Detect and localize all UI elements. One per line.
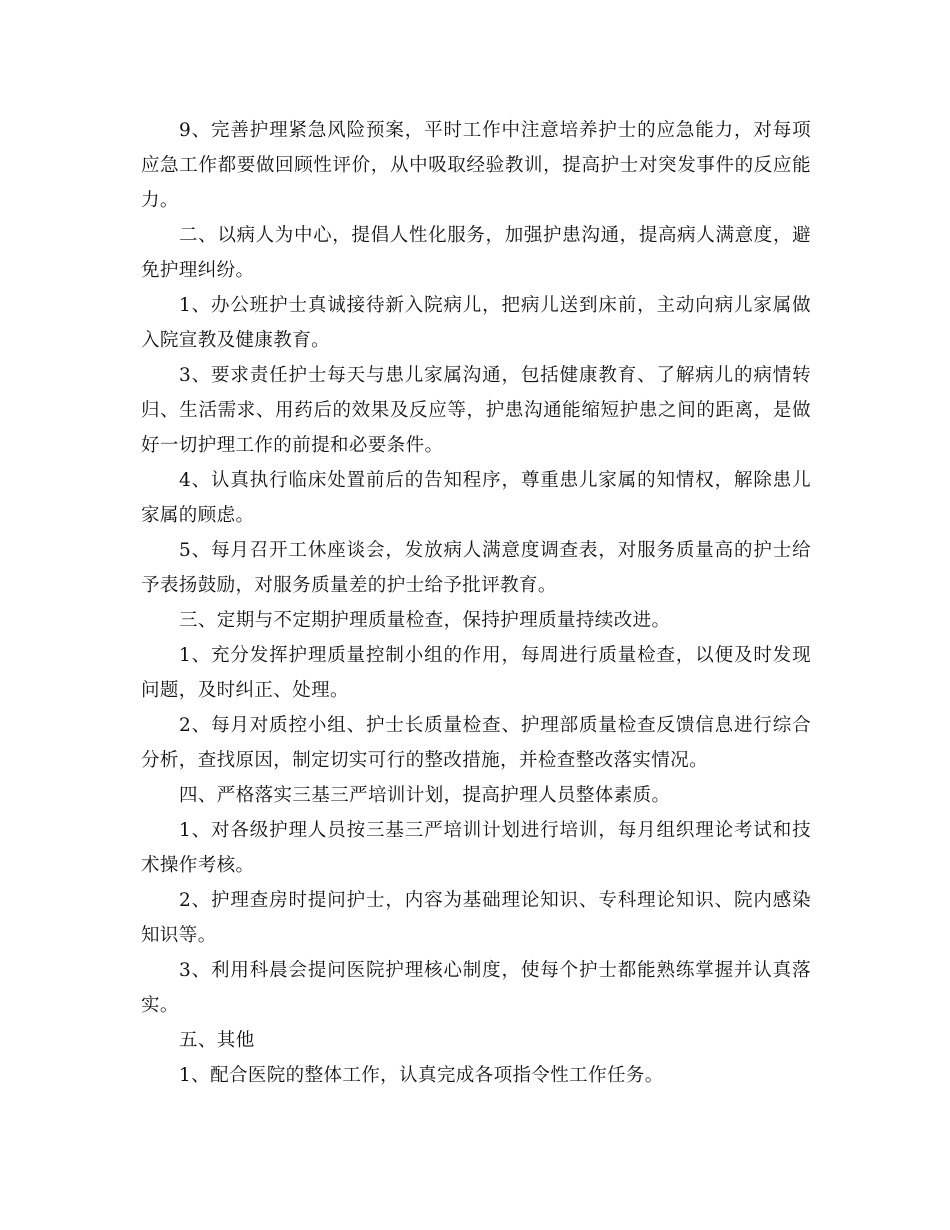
paragraph-item-4-informed-consent: 4、认真执行临床处置前后的告知程序，尊重患儿家属的知情权，解除患儿家属的顾虑。 xyxy=(141,470,811,526)
paragraph-item-2-ward-round: 2、护理查房时提问护士，内容为基础理论知识、专科理论知识、院内感染知识等。 xyxy=(141,890,811,946)
paragraph-item-3-morning-meeting: 3、利用科晨会提问医院护理核心制度，使每个护士都能熟练掌握并认真落实。 xyxy=(141,960,811,1016)
paragraph-item-5-satisfaction-survey: 5、每月召开工休座谈会，发放病人满意度调查表，对服务质量高的护士给予表扬鼓励，对服务质量差的护士给予批评教育。 xyxy=(141,540,811,596)
paragraph-item-9-emergency-plan: 9、完善护理紧急风险预案，平时工作中注意培养护士的应急能力，对每项应急工作都要做回顾性评价，从中吸取经验教训，提高护士对突发事件的反应能力。 xyxy=(141,120,811,211)
document-body xyxy=(141,113,811,1093)
paragraph-item-1-training-plan: 1、对各级护理人员按三基三严培训计划进行培训，每月组织理论考试和技术操作考核。 xyxy=(141,820,811,876)
section-heading-4-training: 四、严格落实三基三严培训计划，提高护理人员整体素质。 xyxy=(179,785,671,806)
paragraph-item-2-monthly-analysis: 2、每月对质控小组、护士长质量检查、护理部质量检查反馈信息进行综合分析，查找原因，制定切实可行的整改措施，并检查整改落实情况。 xyxy=(141,715,811,771)
paragraph-item-1-hospital-tasks: 1、配合医院的整体工作，认真完成各项指令性工作任务。 xyxy=(179,1065,664,1086)
section-heading-3-quality-check: 三、定期与不定期护理质量检查，保持护理质量持续改进。 xyxy=(179,610,671,631)
section-heading-2-patient-centered: 二、以病人为中心，提倡人性化服务，加强护患沟通，提高病人满意度，避免护理纠纷。 xyxy=(141,225,811,281)
paragraph-item-1-admission: 1、办公班护士真诚接待新入院病儿，把病儿送到床前，主动向病儿家属做入院宣教及健康教育。 xyxy=(141,295,811,351)
section-heading-5-other: 五、其他 xyxy=(179,1030,255,1051)
paragraph-item-3-communication: 3、要求责任护士每天与患儿家属沟通，包括健康教育、了解病儿的病情转归、生活需求、用药后的效果及反应等，护患沟通能缩短护患之间的距离，是做好一切护理工作的前提和必要条件。 xyxy=(141,365,811,456)
paragraph-item-1-quality-group: 1、充分发挥护理质量控制小组的作用，每周进行质量检查，以便及时发现问题，及时纠正、处理。 xyxy=(141,645,811,701)
